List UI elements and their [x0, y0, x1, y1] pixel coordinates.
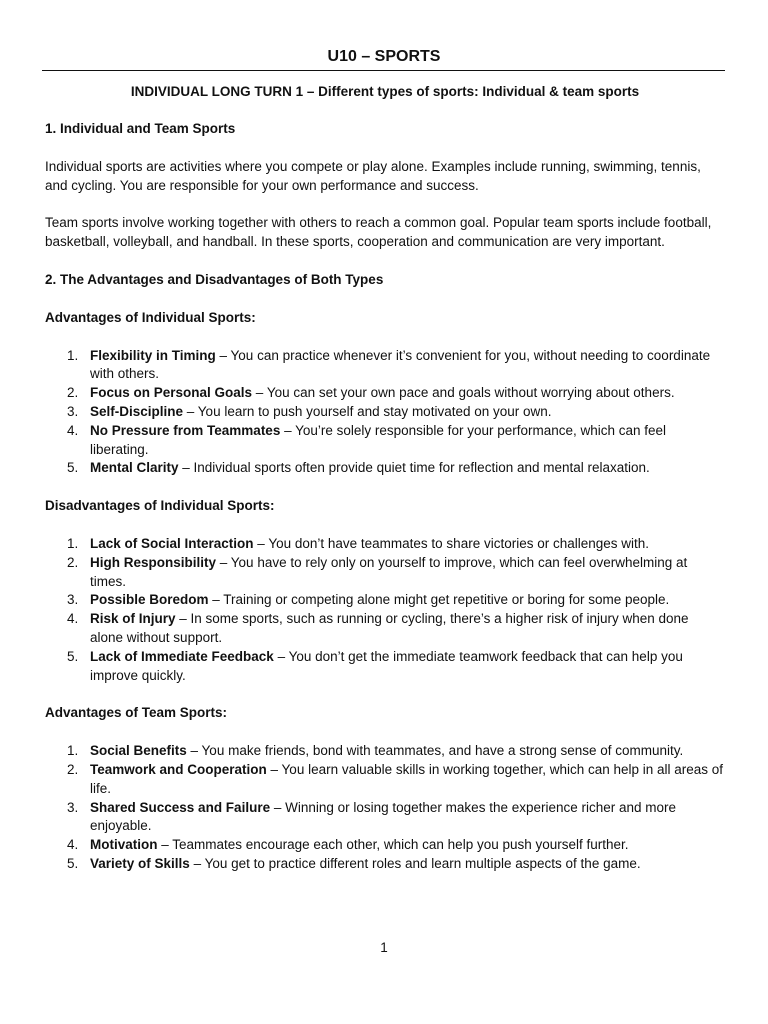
list-text: – Teammates encourage each other, which can help you push yourself further.	[157, 837, 629, 853]
list-number: 2.	[67, 554, 79, 570]
list-term: Self-Discipline	[90, 403, 184, 419]
list-term: Lack of Immediate Feedback	[90, 648, 274, 664]
list-number: 2.	[67, 761, 79, 777]
list-number: 5.	[67, 855, 79, 871]
list-text: – You get to practice different roles and learn multiple aspects of the game.	[189, 855, 641, 871]
list-number: 5.	[67, 460, 79, 476]
list-text: – You learn to push yourself and stay motivated on your own.	[183, 403, 552, 419]
disadv-individual-list	[45, 535, 725, 685]
list-term: Social Benefits	[90, 743, 187, 759]
list-number: 5.	[67, 648, 79, 664]
list-number: 4.	[67, 422, 79, 438]
section1-heading: 1. Individual and Team Sports	[45, 121, 236, 136]
list-text: – You make friends, bond with teammates, and have a strong sense of community.	[186, 743, 684, 759]
section2-heading: 2. The Advantages and Disadvantages of Both Types	[45, 271, 384, 287]
list-number: 3.	[67, 799, 79, 815]
list-term: Variety of Skills	[90, 855, 190, 871]
list-item	[45, 761, 725, 799]
list-text: – You have to rely only on yourself to improve, which can feel overwhelming at times.	[90, 554, 688, 589]
adv-individual-list	[45, 347, 725, 479]
list-term: Mental Clarity	[90, 460, 179, 476]
list-text: – In some sports, such as running or cycling, there’s a higher risk of injury when done alone without support.	[90, 611, 689, 645]
list-item	[45, 648, 725, 686]
list-number: 3.	[67, 403, 79, 419]
title-divider	[42, 70, 725, 71]
list-item	[45, 855, 725, 874]
list-item	[45, 347, 725, 385]
content-flow	[45, 120, 725, 874]
list-text: – You’re solely responsible for your performance, which can feel liberating.	[90, 422, 667, 457]
list-item	[45, 591, 725, 610]
list-item	[45, 836, 725, 855]
adv-team-list	[45, 742, 725, 874]
list-item	[45, 535, 725, 554]
list-text: – You don’t have teammates to share victories or challenges with.	[253, 535, 650, 551]
document-subtitle: INDIVIDUAL LONG TURN 1 – Different types of sports: Individual & team sports	[130, 84, 640, 99]
list-term: Teamwork and Cooperation	[90, 761, 267, 777]
list-term: Shared Success and Failure	[90, 799, 271, 815]
page-number: 1	[380, 940, 388, 955]
section1-paragraph-team: Team sports involve working together with others to reach a common goal. Popular team sports include football, basketball, volleyball, and handball. In these sports, cooperation and communication are very important.	[45, 215, 712, 250]
list-text: – Winning or losing together makes the experience richer and more enjoyable.	[90, 799, 677, 834]
list-text: – Training or competing alone might get repetitive or boring for some people.	[208, 592, 670, 608]
list-text: – You don’t get the immediate teamwork feedback that can help you improve quickly.	[90, 648, 683, 683]
list-term: Motivation	[90, 837, 158, 853]
document-title: U10 – SPORTS	[327, 48, 441, 65]
list-item	[45, 403, 725, 422]
list-text: – You learn valuable skills in working together, which can help in all areas of life.	[90, 761, 724, 796]
disadv-individual-heading: Disadvantages of Individual Sports:	[45, 498, 275, 514]
list-item	[45, 742, 725, 761]
list-term: Flexibility in Timing	[90, 347, 216, 363]
list-text: – You can set your own pace and goals without worrying about others.	[252, 385, 675, 401]
list-item	[45, 554, 725, 592]
list-text: – You can practice whenever it’s convenient for you, without needing to coordinate with others.	[90, 347, 711, 382]
list-item	[45, 799, 725, 837]
section1-paragraph-individual: Individual sports are activities where you compete or play alone. Examples include running, swimming, tennis, and cycling. You are responsible for your own performance and success.	[45, 158, 701, 193]
list-item	[45, 422, 725, 460]
list-term: High Responsibility	[90, 554, 217, 570]
list-number: 1.	[67, 535, 79, 551]
list-item	[45, 459, 725, 478]
list-number: 1.	[67, 743, 79, 759]
list-text: – Individual sports often provide quiet time for reflection and mental relaxation.	[178, 460, 650, 476]
list-term: Risk of Injury	[90, 611, 176, 627]
list-term: Lack of Social Interaction	[90, 535, 254, 551]
list-number: 4.	[67, 611, 79, 627]
list-number: 3.	[67, 592, 79, 608]
list-term: No Pressure from Teammates	[90, 422, 281, 438]
list-number: 1.	[67, 347, 79, 363]
adv-individual-heading: Advantages of Individual Sports:	[45, 309, 256, 325]
list-item	[45, 610, 725, 648]
list-number: 2.	[67, 385, 79, 401]
list-term: Focus on Personal Goals	[90, 385, 253, 401]
list-item	[45, 384, 725, 403]
list-term: Possible Boredom	[90, 592, 209, 608]
list-number: 4.	[67, 837, 79, 853]
adv-team-heading: Advantages of Team Sports:	[45, 705, 228, 721]
